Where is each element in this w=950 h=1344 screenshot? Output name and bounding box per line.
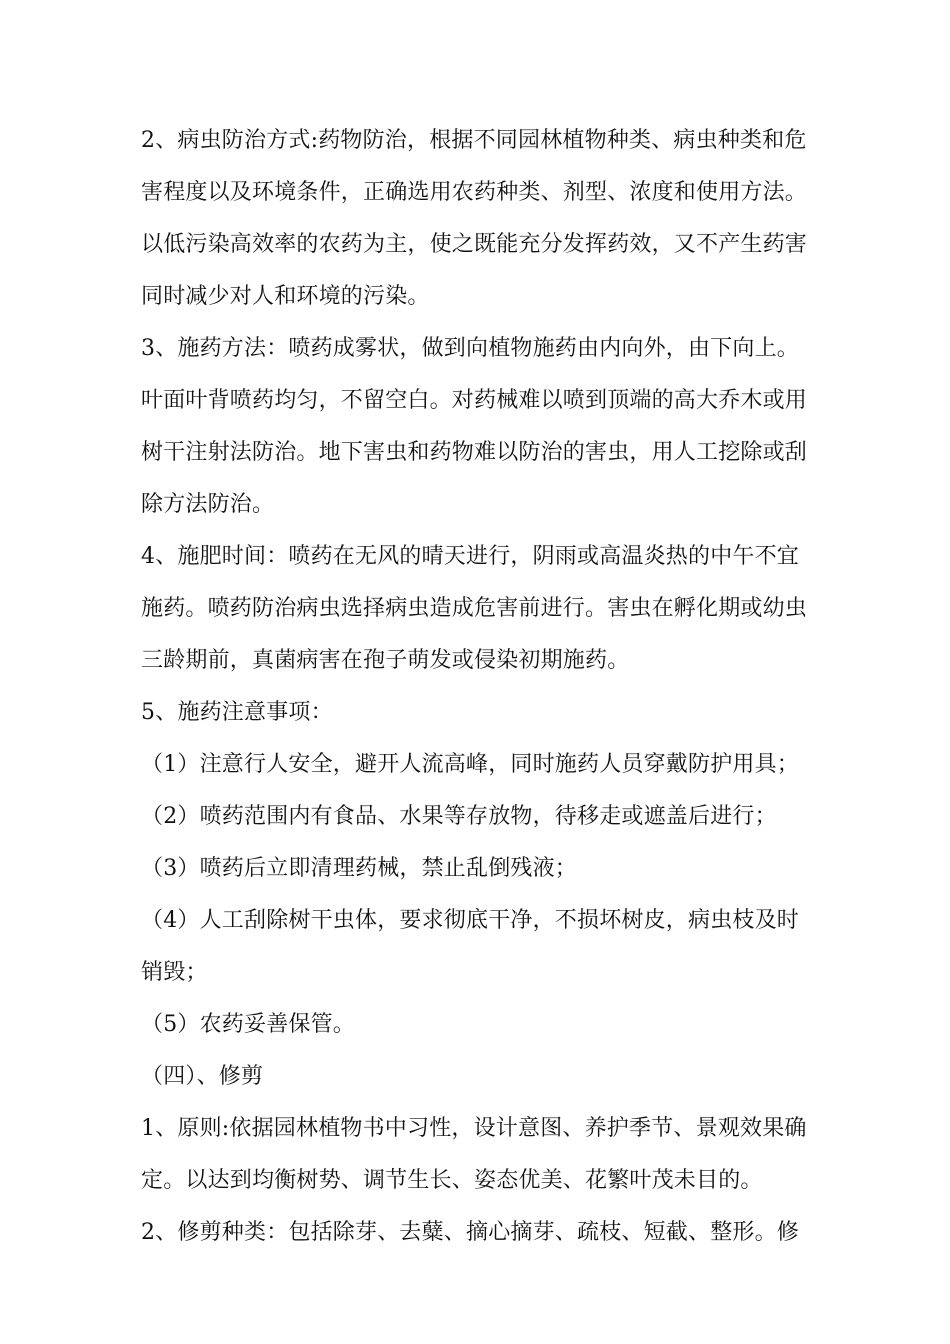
list-item-3: （3）喷药后立即清理药械，禁止乱倒残液；: [141, 856, 577, 881]
paragraph-2-line-4: 同时减少对人和环境的污染。: [141, 284, 430, 309]
paragraph-2-line-2: 害程度以及环境条件，正确选用农药种类、剂型、浓度和使用方法。: [141, 180, 808, 205]
paragraph-3-line-3: 树干注射法防治。地下害虫和药物难以防治的害虫，用人工挖除或刮: [141, 440, 808, 465]
list-item-4-line-1: （4）人工刮除树干虫体，要求彻底干净，不损坏树皮，病虫枝及时: [141, 908, 799, 933]
paragraph-4-line-1: 4、施肥时间：喷药在无风的晴天进行，阴雨或高温炎热的中午不宜: [141, 544, 799, 569]
pruning-principle-line-2: 定。以达到均衡树势、调节生长、姿态优美、花繁叶茂未目的。: [141, 1168, 763, 1193]
paragraph-2-line-1: 2、病虫防治方式:药物防治，根据不同园林植物种类、病虫种类和危: [141, 128, 807, 153]
section-heading-pruning: （四）、修剪: [141, 1064, 264, 1089]
paragraph-2-line-3: 以低污染高效率的农药为主，使之既能充分发挥药效，又不产生药害: [141, 232, 808, 257]
paragraph-3-line-2: 叶面叶背喷药均匀，不留空白。对药械难以喷到顶端的高大乔木或用: [141, 388, 808, 413]
list-item-1: （1）注意行人安全，避开人流高峰，同时施药人员穿戴防护用具；: [141, 752, 799, 777]
paragraph-4-line-2: 施药。喷药防治病虫选择病虫造成危害前进行。害虫在孵化期或幼虫: [141, 596, 808, 621]
paragraph-4-line-3: 三龄期前，真菌病害在孢子萌发或侵染初期施药。: [141, 648, 630, 673]
list-item-4-line-2: 销毁；: [141, 960, 208, 985]
paragraph-3-line-1: 3、施药方法：喷药成雾状，做到向植物施药由内向外，由下向上。: [141, 336, 799, 361]
pruning-principle-line-1: 1、原则:依据园林植物书中习性，设计意图、养护季节、景观效果确: [141, 1116, 807, 1141]
paragraph-3-line-4: 除方法防治。: [141, 492, 275, 517]
section-5-heading: 5、施药注意事项：: [141, 700, 333, 725]
list-item-5: （5）农药妥善保管。: [141, 1012, 355, 1037]
list-item-2: （2）喷药范围内有食品、水果等存放物，待移走或遮盖后进行；: [141, 804, 777, 829]
pruning-types-line-1: 2、修剪种类：包括除芽、去糵、摘心摘芽、疏枝、短截、整形。修: [141, 1220, 799, 1245]
